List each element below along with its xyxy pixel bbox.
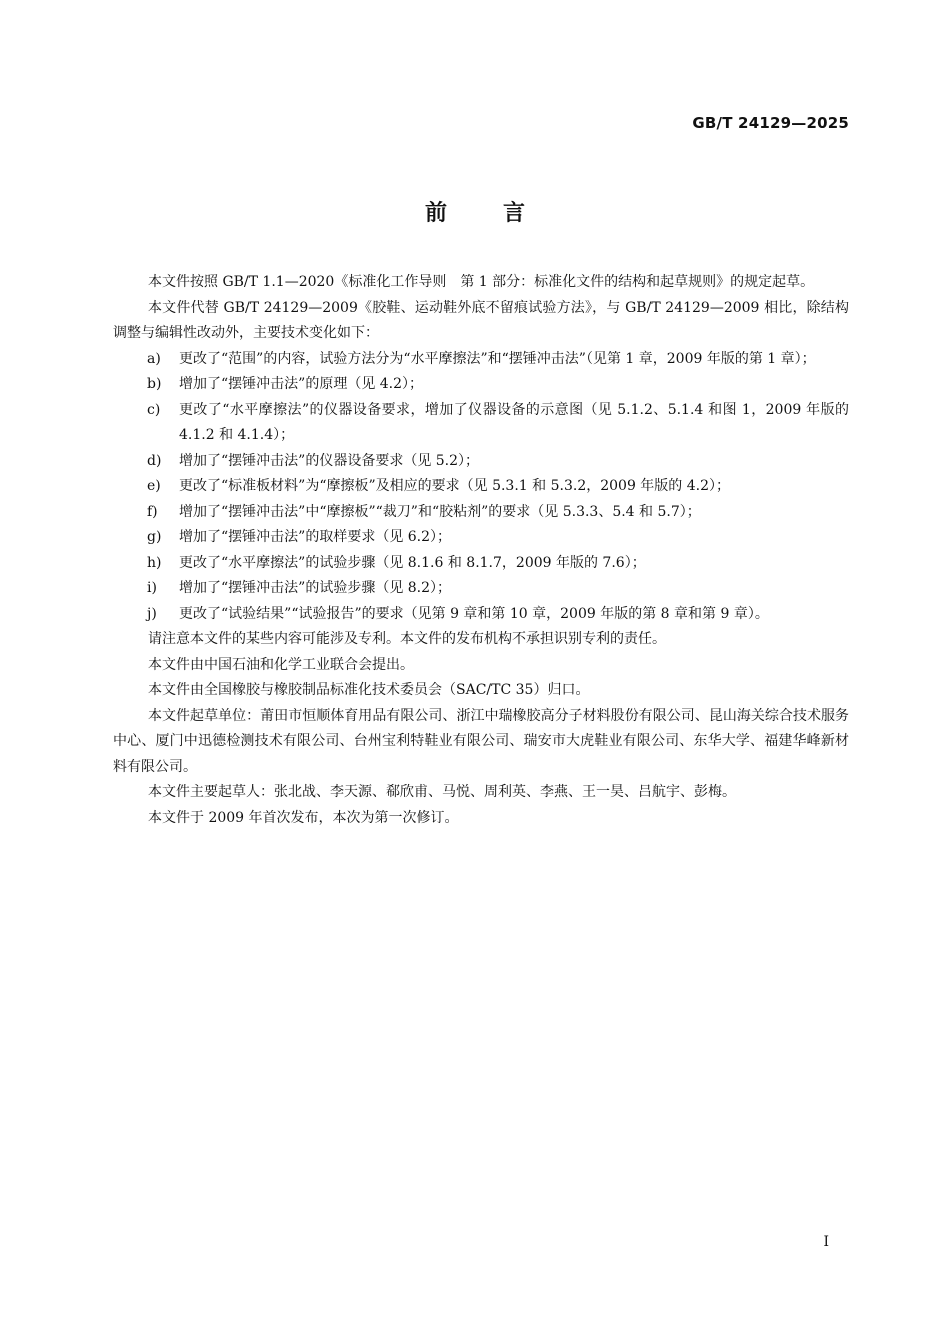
paragraph-drafters: 本文件主要起草人：张北战、李天源、郗欣甫、马悦、周利英、李燕、王一昊、吕航宇、彭梅。 xyxy=(148,784,736,800)
list-marker: c) xyxy=(147,401,161,418)
list-item-text: 更改了“水平摩擦法”的仪器设备要求，增加了仪器设备的示意图（见 5.1.2、5.1.4 和图 1，2009 年版的 4.1.2 和 4.1.4）； xyxy=(179,401,849,443)
list-item xyxy=(113,602,849,628)
list-item-text: 增加了“摆锤冲击法”的取样要求（见 6.2）； xyxy=(179,529,452,545)
list-item xyxy=(113,449,849,475)
list-marker: e) xyxy=(147,478,161,494)
paragraph-replacement: 本文件代替 GB/T 24129—2009《胶鞋、运动鞋外底不留痕试验方法》，与 GB/T 24129—2009 相比，除结构调整与编辑性改动外，主要技术变化如下： xyxy=(113,299,849,341)
change-list xyxy=(113,347,849,628)
list-marker: h) xyxy=(147,554,162,571)
page-number: I xyxy=(823,1234,829,1250)
list-item xyxy=(113,347,849,373)
list-item xyxy=(113,372,849,398)
paragraph-proposer: 本文件由中国石油和化学工业联合会提出。 xyxy=(148,656,414,673)
list-item xyxy=(113,576,849,602)
list-item-text: 增加了“摆锤冲击法”中“摩擦板”“裁刀”和“胶粘剂”的要求（见 5.3.3、5.4 和 5.7）； xyxy=(179,503,701,520)
paragraph-committee: 本文件由全国橡胶与橡胶制品标准化技术委员会（SAC/TC 35）归口。 xyxy=(148,682,590,698)
foreword-content xyxy=(113,270,849,831)
list-marker: j) xyxy=(147,605,157,622)
list-item-text: 更改了“范围”的内容，试验方法分为“水平摩擦法”和“摆锤冲击法”（见第 1 章，2009 年版的第 1 章）； xyxy=(179,350,816,367)
list-item xyxy=(113,398,849,449)
list-item-text: 增加了“摆锤冲击法”的仪器设备要求（见 5.2）； xyxy=(179,452,480,469)
list-marker: f) xyxy=(147,503,158,520)
list-item xyxy=(113,525,849,551)
paragraph-drafting-rules: 本文件按照 GB/T 1.1—2020《标准化工作导则 第 1 部分：标准化文件的结构和起草规则》的规定起草。 xyxy=(148,274,815,290)
list-item-text: 更改了“试验结果”“试验报告”的要求（见第 9 章和第 10 章，2009 年版的第 8 章和第 9 章）。 xyxy=(179,605,769,622)
paragraph-history: 本文件于 2009 年首次发布，本次为第一次修订。 xyxy=(148,809,459,826)
list-marker: d) xyxy=(147,452,162,469)
list-item-text: 更改了“标准板材料”为“摩擦板”及相应的要求（见 5.3.1 和 5.3.2，2009 年版的 4.2）； xyxy=(179,478,731,494)
paragraph-patent-notice: 请注意本文件的某些内容可能涉及专利。本文件的发布机构不承担识别专利的责任。 xyxy=(148,631,666,647)
list-marker: a) xyxy=(147,350,161,367)
list-item xyxy=(113,500,849,526)
page-title: 前言 xyxy=(424,201,581,226)
list-item-text: 更改了“水平摩擦法”的试验步骤（见 8.1.6 和 8.1.7，2009 年版的 7.6）； xyxy=(179,554,646,571)
list-item xyxy=(113,474,849,500)
list-marker: i) xyxy=(147,580,157,596)
list-item-text: 增加了“摆锤冲击法”的原理（见 4.2）； xyxy=(179,376,424,392)
list-marker: g) xyxy=(147,529,162,545)
list-marker: b) xyxy=(147,376,162,392)
list-item xyxy=(113,551,849,577)
list-item-text: 增加了“摆锤冲击法”的试验步骤（见 8.2）； xyxy=(179,580,452,596)
standard-code: GB/T 24129—2025 xyxy=(692,114,849,132)
paragraph-drafting-units: 本文件起草单位：莆田市恒顺体育用品有限公司、浙江中瑞橡胶高分子材料股份有限公司、昆山海关综合技术服务中心、厦门中迅德检测技术有限公司、台州宝利特鞋业有限公司、瑞安市大虎鞋业有限公司、东华大学、福建华峰新材料有限公司。 xyxy=(113,707,849,775)
